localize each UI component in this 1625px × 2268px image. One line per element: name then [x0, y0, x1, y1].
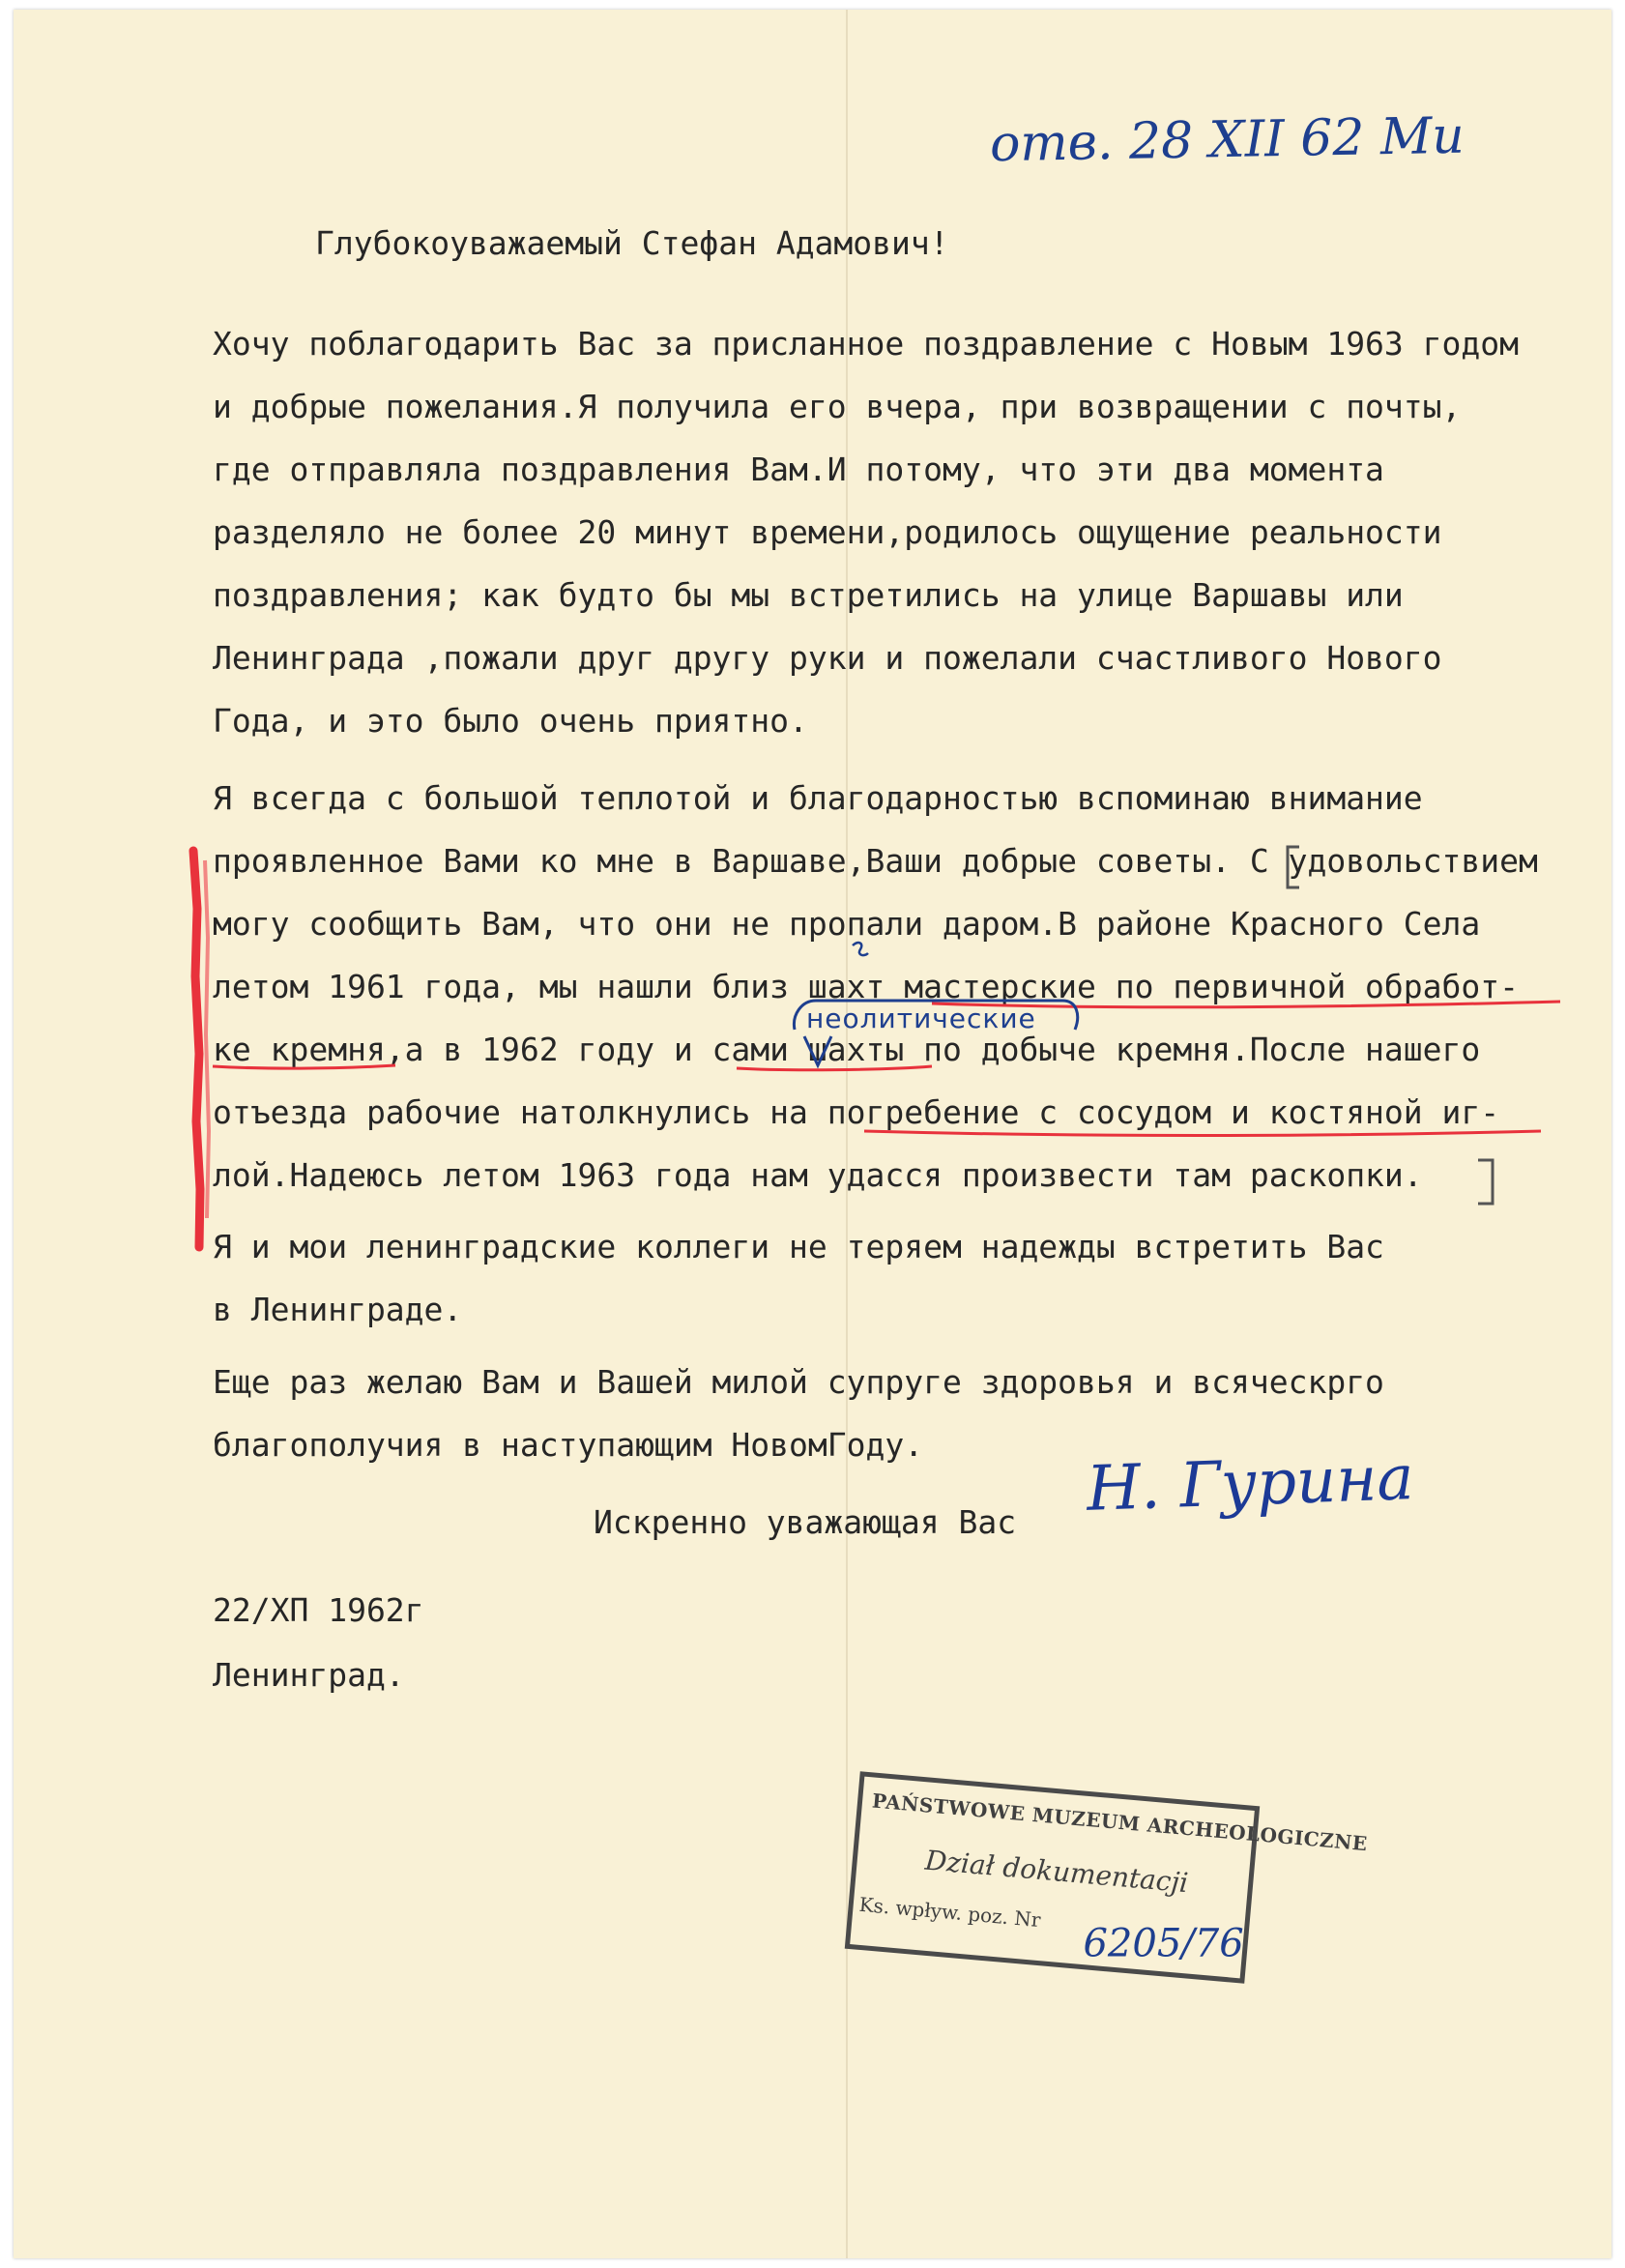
handwritten-reply-note: отв. 28 XII 62 Ми	[989, 106, 1465, 174]
text-line: Я всегда с большой теплотой и благодарностью вспоминаю внимание	[213, 779, 1423, 817]
red-underline	[932, 1002, 1560, 1007]
text-line: проявленное Вами ко мне в Варшаве,Ваши добрые советы. С удовольствием	[213, 842, 1538, 880]
text-line: благополучия в наступающим НовомГоду.	[213, 1426, 924, 1464]
letter-place: Ленинград.	[213, 1656, 405, 1694]
handwritten-signature: Н. Гурина	[1085, 1442, 1415, 1526]
text-line: Года, и это было очень приятно.	[213, 702, 808, 740]
text-line: отъезда рабочие натолкнулись на погребение с сосудом и костяной иг-	[213, 1093, 1500, 1131]
letter-date: 22/XП 1962г	[213, 1591, 424, 1629]
blue-correction-mark	[853, 943, 868, 955]
text-line: Ленинграда ,пожали друг другу руки и пожелали счастливого Нового	[213, 639, 1442, 677]
handwritten-insert-note: неолитические	[806, 1003, 1036, 1034]
text-line: лой.Надеюсь летом 1963 года нам удасся произвести там раскопки.	[213, 1156, 1423, 1194]
red-margin-bar	[193, 851, 200, 1247]
salutation: Глубокоуважаемый Стефан Адамович!	[315, 224, 949, 262]
red-underline	[864, 1131, 1541, 1136]
bracket-open-mark	[1288, 847, 1299, 887]
text-line: могу сообщить Вам, что они не пропали даром.В районе Красного Села	[213, 905, 1481, 943]
text-line: Я и мои ленинградские коллеги не теряем надежды встретить Вас	[213, 1228, 1384, 1265]
red-underline	[737, 1066, 932, 1070]
text-line: где отправляла поздравления Вам.И потому, что эти два момента	[213, 451, 1384, 488]
letter-sheet	[14, 10, 1611, 2258]
red-margin-bar-edge	[205, 860, 209, 1218]
text-line: в Ленинграде.	[213, 1291, 463, 1328]
text-line: Хочу поблагодарить Вас за присланное поздравление с Новым 1963 годом	[213, 325, 1520, 363]
red-underline	[213, 1065, 395, 1068]
text-line: ке кремня,а в 1962 году и сами шахты по добыче кремня.После нашего	[213, 1031, 1481, 1068]
stamp-register-label: Ks. wpływ. poz. Nr	[857, 1892, 1042, 1933]
blue-insert-caret	[804, 1036, 831, 1065]
text-line: разделяло не более 20 минут времени,родилось ощущение реальности	[213, 513, 1442, 551]
bracket-close-mark	[1478, 1160, 1493, 1204]
text-line: и добрые пожелания.Я получила его вчера, при возвращении с почты,	[213, 388, 1462, 425]
text-line: Еще раз желаю Вам и Вашей милой супруге здоровья и всяческрго	[213, 1363, 1384, 1401]
stamp-register-number: 6205/76	[1083, 1921, 1244, 1966]
text-line: летом 1961 года, мы нашли близ шахт мастерские по первичной обработ-	[213, 968, 1520, 1005]
pencil-annotations	[14, 10, 1611, 2258]
text-line: поздравления; как будто бы мы встретились на улице Варшавы или	[213, 576, 1404, 614]
stamp-department: Dział dokumentacji	[923, 1844, 1190, 1900]
stamp-institution: PAŃSTWOWE MUZEUM ARCHEOLOGICZNE	[871, 1788, 1369, 1856]
closing-phrase: Искренно уважающая Вас	[594, 1503, 1017, 1541]
